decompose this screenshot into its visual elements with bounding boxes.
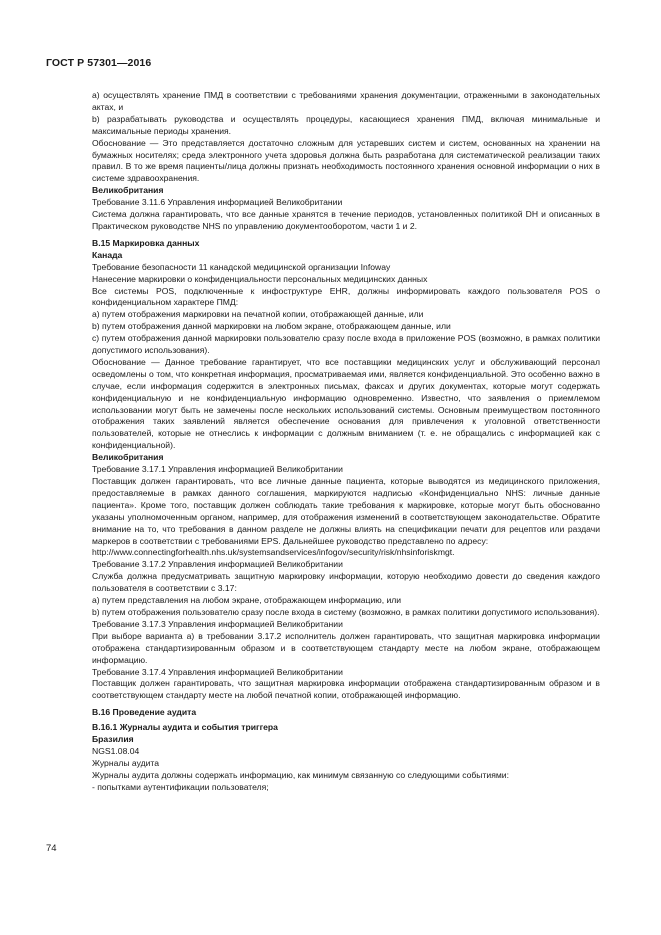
paragraph: Все системы POS, подключенные к инфоструктуре EHR, должны информировать каждого пользователя POS о конфиденциальном характере ПМД: (92, 285, 600, 308)
requirement-title: Требование 3.17.1 Управления информацией Великобритании (92, 464, 343, 475)
paragraph: При выборе варианта a) в требовании 3.17.2 исполнитель должен гарантировать, что защитная маркировка информации отображена стандартизированным образом и в соответствующем стандарту месте на любом экране, отображающем информацию. (92, 630, 600, 665)
paragraph: Журналы аудита должны содержать информацию, как минимум связанную со следующими событиями: (92, 769, 509, 780)
paragraph: Обоснование — Это представляется достаточно сложным для устаревших систем и систем, основанных на хранении на бумажных носителях; среда электронного учета здоровья должна быть разработана для систематической реализации таких правил. В то же время пациенты/лица должны признать необходимость постоянного хранения основной информации о них в системе здравоохранения. (92, 137, 600, 184)
paragraph: Поставщик должен гарантировать, что защитная маркировка информации отображена стандартизированным образом и в соответствующем стандарту месте на любой печатной копии, отображающей информацию. (92, 678, 600, 701)
reference-url: http://www.connectingforhealth.nhs.uk/systemsandservices/infogov/security/risk/nhsinforiskmgt. (92, 547, 455, 558)
requirement-title: Требование 3.17.2 Управления информацией Великобритании (92, 559, 343, 570)
section-heading: B.15 Маркировка данных (92, 237, 200, 248)
paragraph: Обоснование — Данное требование гарантирует, что все поставщики медицинских услуг и обслуживающий персонал осведомлены о том, что конкретная информация, просматриваемая ими, является конфиденциальной. Это особенно важно в случае, если информация содержится в электронных письмах, факсах и других документах, которые могут содержать конфиденциальную и не конфиденциальную информацию одновременно. Известно, что заявления о приемлемом использовании могут быть не замечены после нескольких использований системы. Основным преимуществом постоянного отображения таких заявлений является обеспечение основания для привлечения к уголовной ответственности пользователей, которые не отнеслись к информации с должным вниманием (т. е. не обращались с информацией как с конфиденциальной). (92, 356, 600, 451)
section-heading: B.16 Проведение аудита (92, 707, 197, 718)
paragraph: Поставщик должен гарантировать, что все личные данные пациента, которые выводятся из медицинского приложения, предоставляемые в рамках данного соглашения, маркируются надписью «Конфиденциально NHS: личные данные пациента». Кроме того, поставщик должен соблюдать такие требования к маркировке, которые могут быть обоснованно указаны уполномоченным органом, например, для отображения изменений в соответствующем законодательстве. Обратите внимание на то, что требования в данном разделе не должны влиять на спецификации печати для рецептов или раздачи маркеров в соответствии с требованиями EPS. Дальнейшее руководство представлено по адресу: (92, 476, 600, 546)
list-item: a) путем представления на любом экране, отображающем информацию, или (92, 595, 402, 606)
country-heading: Великобритания (92, 452, 164, 463)
requirement-code: NGS1.08.04 (92, 745, 140, 756)
country-heading: Бразилия (92, 734, 134, 745)
requirement-title: Требование 3.17.3 Управления информацией Великобритании (92, 618, 343, 629)
paragraph: Нанесение маркировки о конфиденциальности персональных медицинских данных (92, 273, 428, 284)
paragraph: a) осуществлять хранение ПМД в соответствии с требованиями хранения документации, отраженными в законодательных актах, и (92, 90, 600, 112)
list-item: b) путем отображения данной маркировки на любом экране, отображающем данные, или (92, 321, 451, 332)
subsection-heading: B.16.1 Журналы аудита и события триггера (92, 722, 278, 733)
paragraph: b) разрабатывать руководства и осуществлять процедуры, касающиеся хранения ПМД, включая минимальные и максимальные периоды хранения. (92, 113, 600, 136)
document-header: ГОСТ Р 57301—2016 (46, 57, 152, 69)
country-heading: Великобритания (92, 185, 164, 196)
page-number: 74 (46, 843, 57, 854)
paragraph: Служба должна предусматривать защитную маркировку информации, которую необходимо довести до сведения каждого пользователя в соответствии с 3.17: (92, 571, 600, 594)
list-item: a) путем отображения маркировки на печатной копии, отображающей данные, или (92, 309, 424, 320)
paragraph: Система должна гарантировать, что все данные хранятся в течение периодов, установленных политикой DH и описанных в Практическом руководстве NHS по управлению документооборотом, части 1 и 2. (92, 209, 600, 231)
list-item: b) путем отображения пользователю сразу после входа в систему (возможно, в рамках политики допустимого использования). (92, 606, 600, 617)
requirement-title: Журналы аудита (92, 757, 160, 768)
requirement-title: Требование безопасности 11 канадской медицинской организации Infoway (92, 261, 391, 272)
list-item: - попытками аутентификации пользователя; (92, 781, 269, 792)
country-heading: Канада (92, 249, 123, 260)
page-body (92, 90, 600, 794)
requirement-title: Требование 3.11.6 Управления информацией Великобритании (92, 197, 343, 208)
list-item: c) путем отображения данной маркировки пользователю сразу после входа в приложение POS (возможно, в рамках политики допустимого использования). (92, 333, 600, 356)
requirement-title: Требование 3.17.4 Управления информацией Великобритании (92, 666, 343, 677)
